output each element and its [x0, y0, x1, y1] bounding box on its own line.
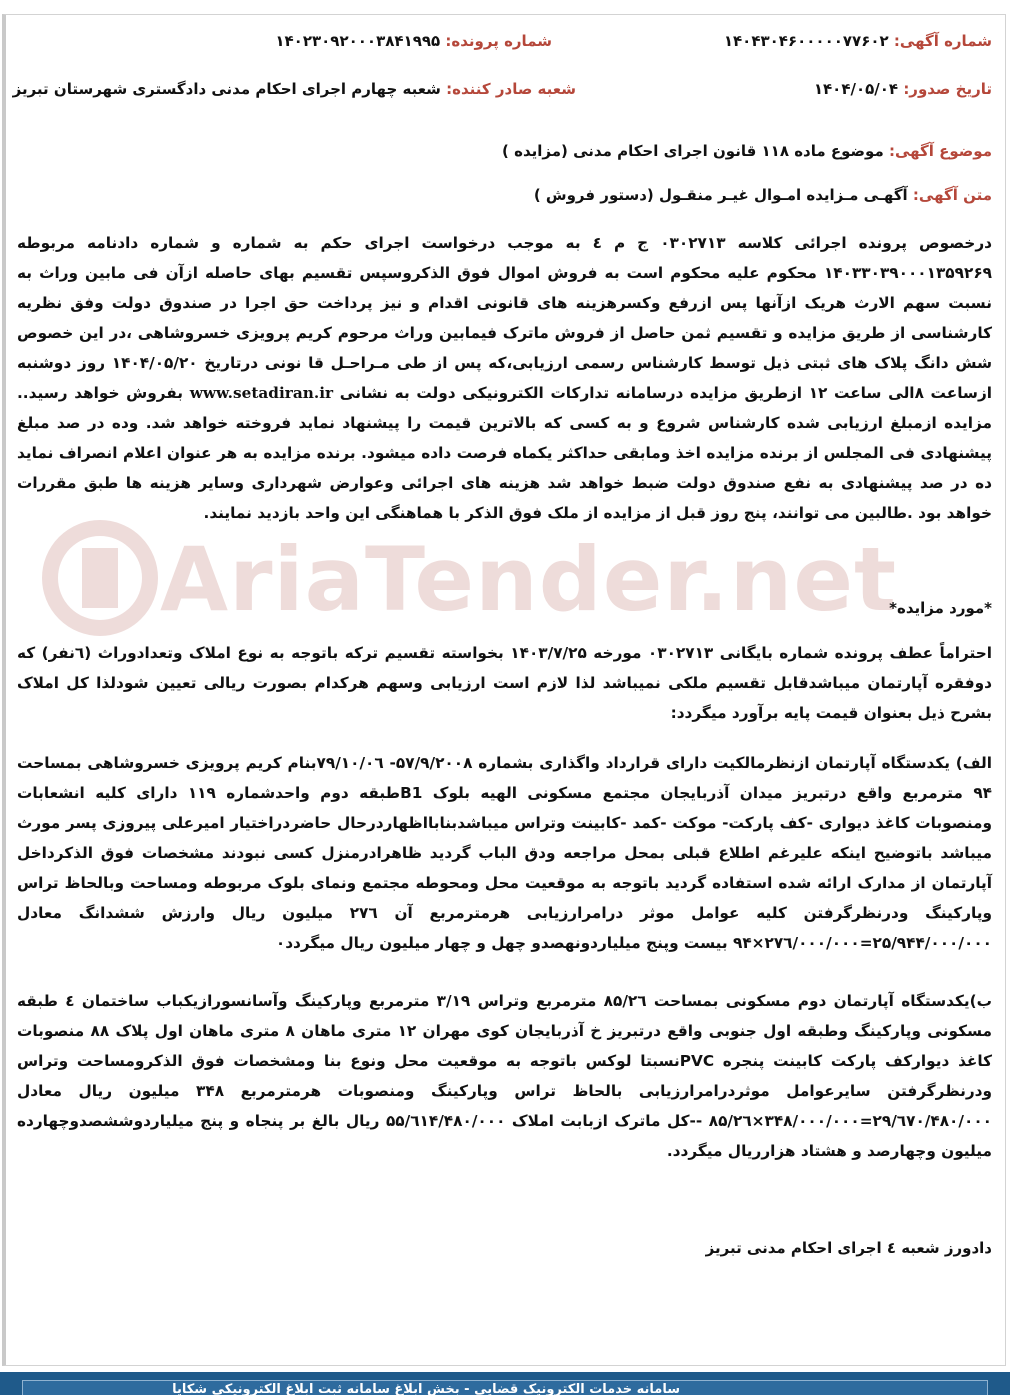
- notice-number-row: [724, 32, 992, 50]
- subject: موضوع ماده ۱۱۸ قانون اجرای احکام مدنی (مزایده ): [502, 142, 884, 160]
- notice-text-label: متن آگهی:: [912, 186, 992, 204]
- issuer-row: [13, 80, 576, 98]
- paragraph-auction-terms-part2: بفروش خواهد رسید.. مزایده ازمبلغ ارزیابی شده کارشناس شروع و به کسی که بالاترین قیمت را پیشنهاد نماید فروخته خواهد شد. وده در صد مبلغ پیشنهادی فی المجلس از برنده مزایده اخذ ومابقی حداکثر یکماه فرصت داده میشود. برنده مزایده به هر عنوان اعلام انصراف نماید ده در صد پیشنهادی به نفع صندوق دولت ضبط خواهد شد هزینه های اجرائی وعوارض شهرداری وسایر هزینه ها طبق مقررات خواهد بود .طالبین می توانند، پنج روز قبل از مزایده از ملک فوق الذکر با هماهنگی این واحد بازدید نمایند.: [17, 384, 992, 522]
- paragraph-auction-terms-part1: درخصوص پرونده اجرائی کلاسه ۰۳۰۲۷۱۳ ج م ٤ به موجب درخواست اجرای حکم به شماره و شماره دادنامه مربوطه ۱۴۰۳۳۰۳۹۰۰۰۱۳۵۹۲۶۹ محکوم علیه محکوم است به فروش اموال فوق الذکروسپس تقسیم بهای حاصله ازآن فی مابین وراث به نسبت سهم الارث هریک ازآنها پس ازرفع وکسرهزینه های قانونی اقدام و نیز پرداخت حق اجرا در صندوق دولت وفق نظریه کارشناسی از طریق مزایده و تقسیم ثمن حاصل از فروش ماترک فیمابین وراث مرحوم کریم پرویزی خسروشاهی ،در این خصوص شش دانگ پلاک های ثبتی ذیل توسط کارشناس رسمی ارزیابی،که پس از طی مـراحـل قا نونی درتاریخ ۱۴۰۴/۰۵/۲۰ روز دوشنبه ازساعت ۸الی ساعت ۱۲ ازطریق مزایده درسامانه تدارکات الکترونیکی دولت به نشانی: [17, 234, 993, 402]
- watermark: [40, 508, 898, 648]
- signature: دادورز شعبه ٤ اجرای احکام مدنی تبریز: [705, 1239, 992, 1257]
- setadiran-link[interactable]: www.setadiran.ir: [189, 384, 334, 402]
- case-number-label: شماره پرونده:: [445, 32, 552, 50]
- watermark-text: AriaTender.net: [160, 528, 898, 631]
- paragraph-auction-terms: [17, 228, 992, 528]
- notice-text-title: آگهـی مـزایده امـوال غیـر منقـول (دستور فروش ): [533, 186, 908, 204]
- notice-number: ۱۴۰۴۳۰۴۶۰۰۰۰۰۷۷۶۰۲: [723, 32, 889, 50]
- auction-item-heading: *مورد مزایده*: [889, 599, 992, 617]
- paragraph-apartment-b: ب)یکدستگاه آپارتمان دوم مسکونی بمساحت ۸۵/۲٦ مترمربع وتراس ۳/۱۹ مترمربع وپارکینگ وآسانسورازیکباب ساختمان ٤ طبقه مسکونی وپارکینگ وطبقه اول جنوبی واقع درتبریز خ آذربایجان کوی مهران ۱۲ متری ماهان ۸ متری ماهان اول پلاک ۸۸ منصوبات کاغذ دیوارکف پارکت کابینت پنجره PVCنسبتا لوکس باتوجه به موقعیت محل ونوع بنا ومشخصات فوق الذکرومساحت وتراس ودرنظرگرفتن سایرعوامل موثردرامرارزیابی بالحاظ تراس وپارکینگ ومنصوبات هرمترمربع ۳۴۸ میلیون ریال معادل ۲۹/٦۷۰/۴۸۰/۰۰۰=۳۴۸/۰۰۰/۰۰۰×۸۵/۲٦ --کل ماترک ازبابت املاک ۵۵/٦۱۴/۴۸۰/۰۰۰ ریال بالغ بر پنجاه و پنج میلیاردوششصدوچهارده میلیون وچهارصد و هشتاد هزارریال میگردد.: [17, 992, 993, 1160]
- case-number: ۱۴۰۲۳۰۹۲۰۰۰۳۸۴۱۹۹۵: [275, 32, 441, 50]
- notice-text-row: [534, 186, 992, 204]
- subject-label: موضوع آگهی:: [888, 142, 992, 160]
- issue-date-label: تاریخ صدور:: [903, 80, 992, 98]
- footer-bar: [0, 1372, 1010, 1395]
- footer-text: سامانه خدمات الکترونیک قضایی - بخش ابلاغ سامانه ثبت ابلاغ الکترونیکی شکایا: [172, 1382, 680, 1395]
- watermark-logo-icon: [40, 508, 160, 648]
- paragraph-case-reference: احتراماً عطف پرونده شماره بایگانی ۰۳۰۲۷۱۳ مورخه ۱۴۰۳/۷/۲۵ بخواسته تقسیم ترکه باتوجه به نوع املاک وتعدادوراث (٦نفر) که دوفقره آپارتمان میباشدقابل تقسیم ملکی نمیباشد لذا لازم است ارزیابی وسهم هرکدام بصورت ریالی تعیین شودلذا کل املاک بشرح ذیل بعنوان قیمت پایه برآورد میگردد:: [17, 644, 992, 722]
- subject-row: [502, 142, 992, 160]
- paragraph-apartment-a: الف) یکدستگاه آپارتمان ازنظرمالکیت دارای قرارداد واگذاری بشماره ۵۷/۹/۲۰۰۸- ۷۹/۱۰/۰٦بنام کریم پرویزی خسروشاهی بمساحت ۹۴ مترمربع واقع درتبریز میدان آذربایجان مجتمع مسکونی الهیه بلوک B1طبقه دوم واحدشماره ۱۱۹ دارای کلیه انشعابات ومنصوبات کاغذ دیواری -کف پارکت- موکت -کمد -کابینت وتراس میباشدبنابااظهاردرحال حاضردراختیار امیرعلی پیروزی پسر مورث میباشد باتوضیح اینکه علیرغم اطلاع قبلی بمحل مراجعه ودق الباب گردید ظاهرادرمنزل کسی نبودند مشخصات فوق الذکرداخل آپارتمان از مدارک ارائه شده استفاده گردید باتوجه به موقعیت محل ومحوطه مجتمع ونمای بلوک مربوطه ومساحت وبالحاظ تراس وپارکینگ ودرنظرگرفتن کلیه عوامل موثر درامرارزیابی هرمترمربع آن ۲۷٦ میلیون ریال وارزش ششدانگ معادل ۲۵/۹۴۴/۰۰۰/۰۰۰=۲۷٦/۰۰۰/۰۰۰×۹۴ بیست وپنج میلیاردونهصدو چهل و چهار میلیون ریال میگردد۰: [17, 754, 992, 952]
- issue-date-row: [814, 80, 992, 98]
- issue-date: ۱۴۰۴/۰۵/۰۴: [813, 80, 899, 98]
- issuer: شعبه چهارم اجرای احکام مدنی دادگستری شهرستان تبریز: [12, 80, 441, 98]
- issuer-label: شعبه صادر کننده:: [446, 80, 576, 98]
- case-number-row: [275, 32, 552, 50]
- notice-number-label: شماره آگهی:: [893, 32, 992, 50]
